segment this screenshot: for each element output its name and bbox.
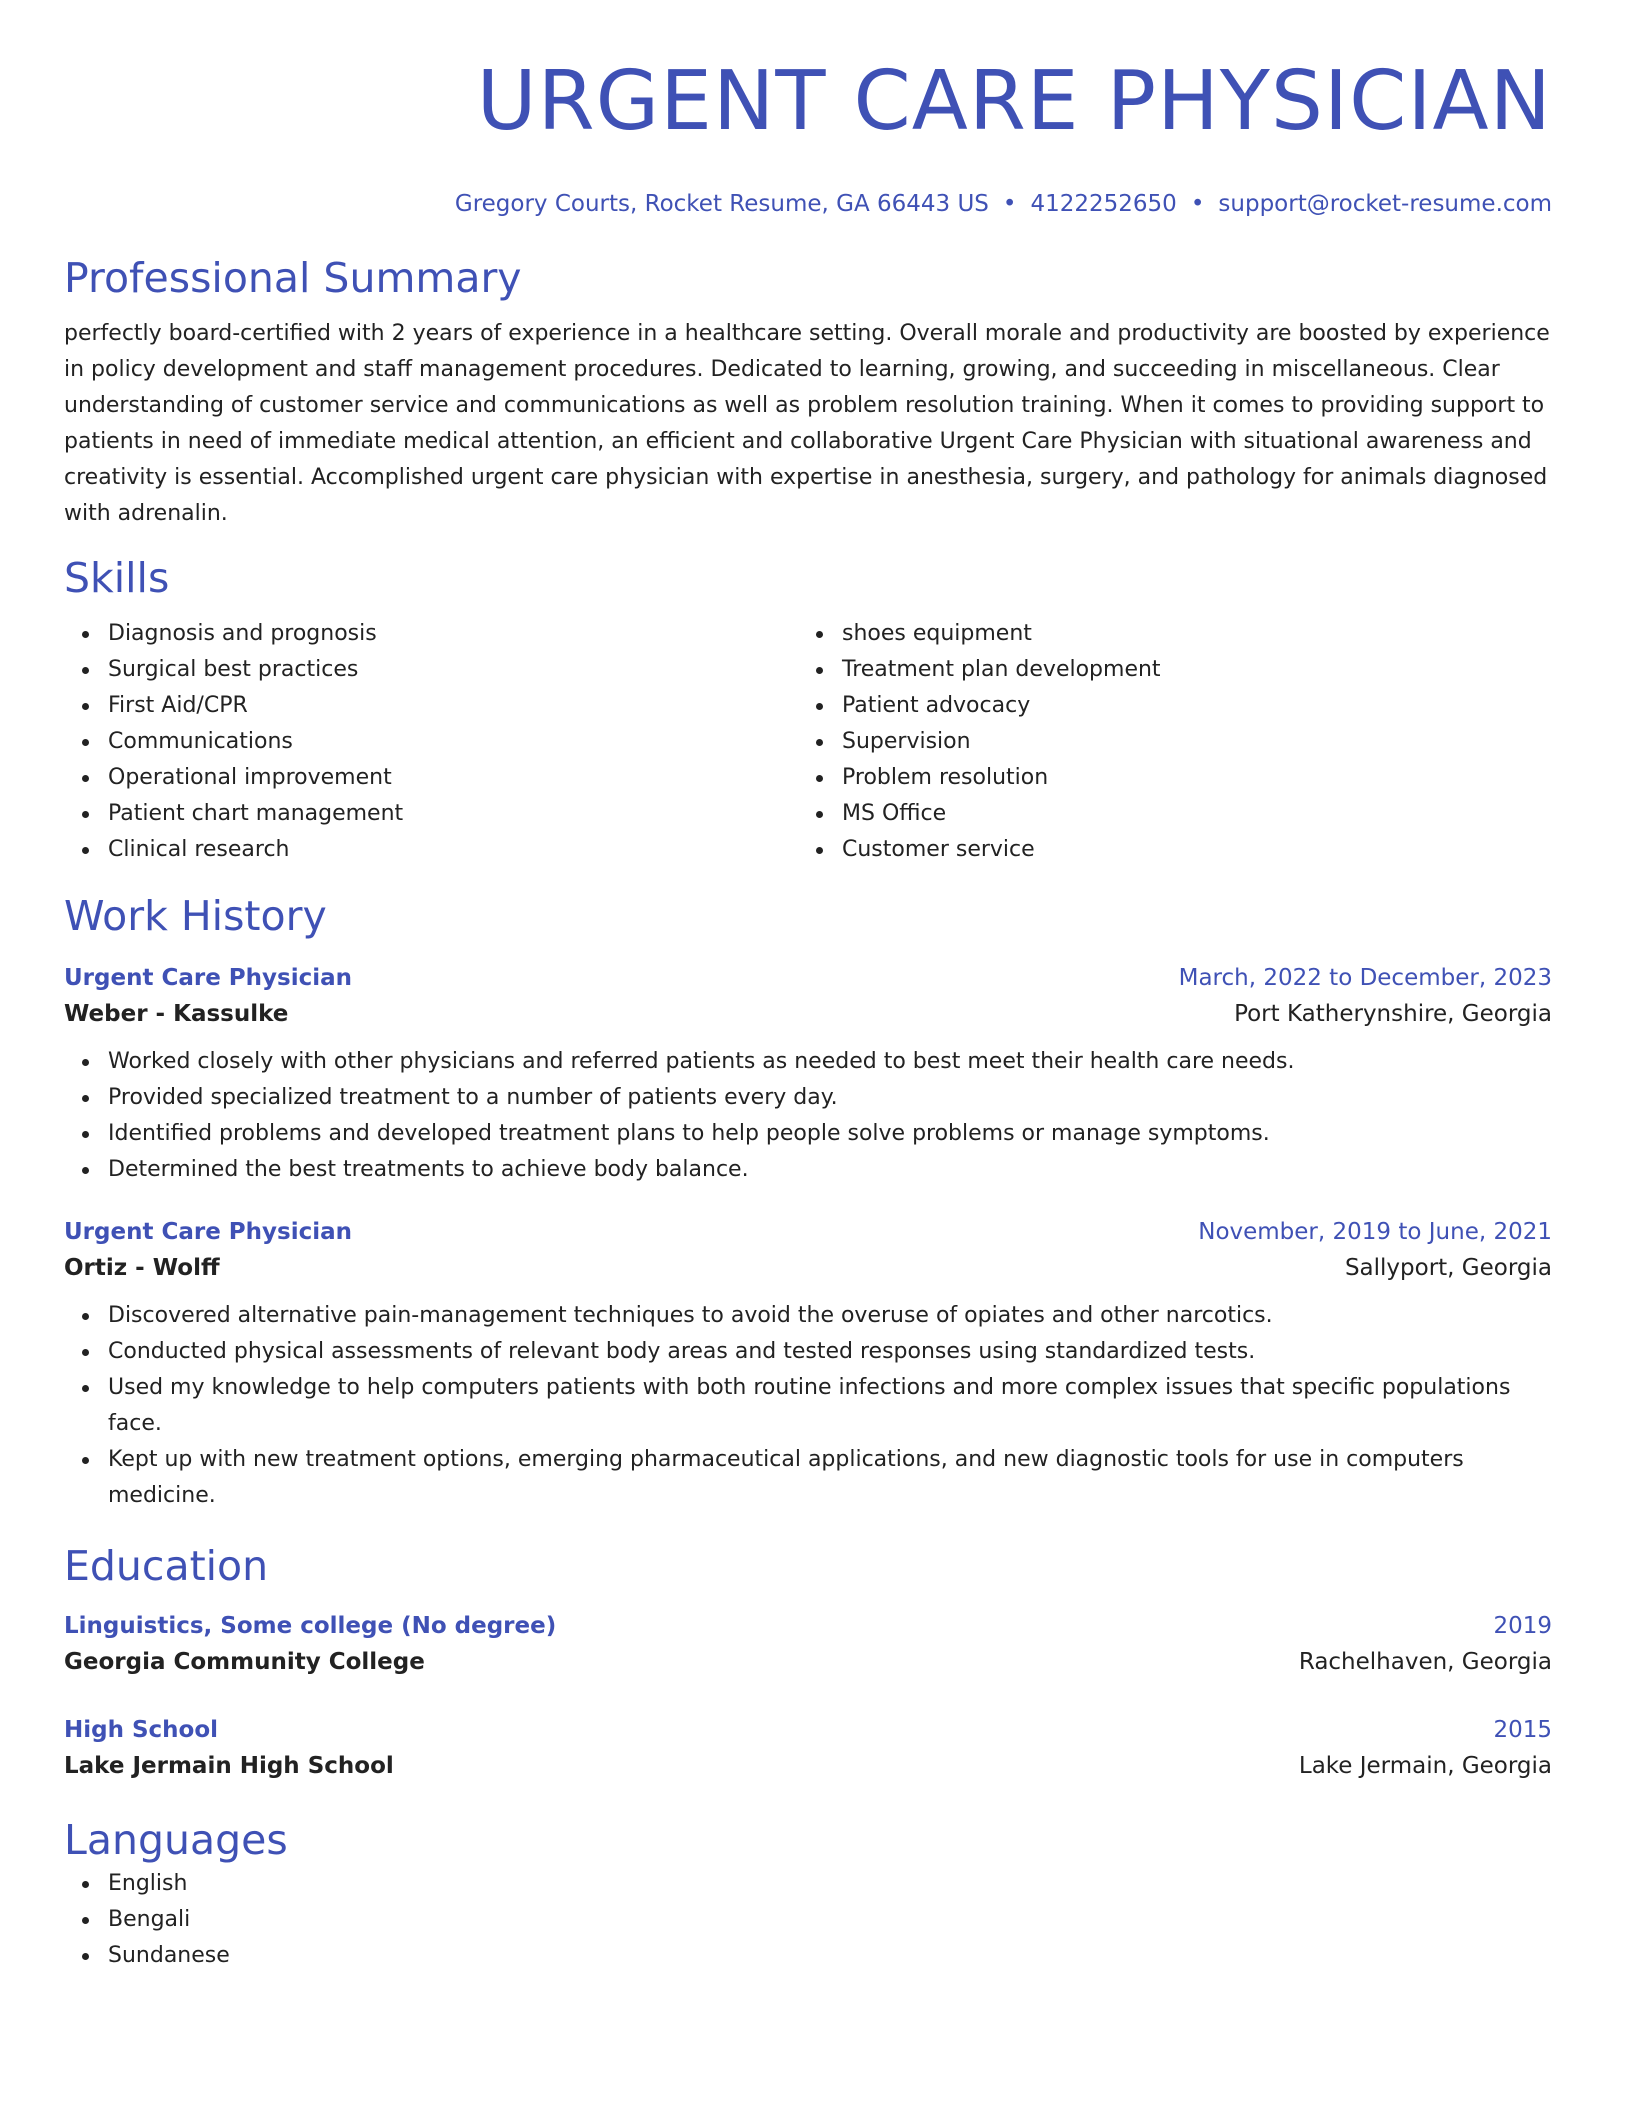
skill-item: Customer service: [842, 832, 1532, 868]
skill-item: Supervision: [842, 724, 1532, 760]
skill-item: Treatment plan development: [842, 652, 1532, 688]
skill-item: Surgical best practices: [108, 652, 798, 688]
skills-heading: Skills: [64, 554, 170, 602]
education-entry: [64, 1712, 1552, 1784]
contact-separator: •: [1190, 191, 1205, 217]
contact-address: Gregory Courts, Rocket Resume, GA 66443 US: [454, 191, 989, 217]
job-entry: [64, 960, 1552, 1188]
job-company: Ortiz - Wolff: [64, 1255, 220, 1281]
job-dates: March, 2022 to December, 2023: [1178, 965, 1552, 991]
education-degree: Linguistics, Some college (No degree): [64, 1613, 557, 1639]
language-item: Sundanese: [108, 1938, 1552, 1974]
education-school: Georgia Community College: [64, 1649, 425, 1675]
education-degree: High School: [64, 1717, 219, 1743]
job-duty: Provided specialized treatment to a number of patients every day.: [108, 1080, 1552, 1116]
contact-separator: •: [1002, 191, 1017, 217]
skill-item: shoes equipment: [842, 616, 1532, 652]
education-year: 2019: [1493, 1613, 1552, 1639]
skills-list: [64, 616, 1552, 868]
contact-line: [64, 188, 1552, 220]
contact-phone: 4122252650: [1030, 191, 1177, 217]
job-duties: [64, 1298, 1552, 1514]
job-duty: Identified problems and developed treatment plans to help people solve problems or manage symptoms.: [108, 1116, 1552, 1152]
summary-text: perfectly board-certified with 2 years of experience in a healthcare setting. Overall morale and productivity are boosted by experience in policy development and staff management procedures. Dedicated to learning, growing, and succeeding in miscellaneous. Clear understanding of customer service and communications as well as problem resolution training. When it comes to providing support to patients in need of immediate medical attention, an efficient and collaborative Urgent Care Physician with situational awareness and creativity is essential. Accomplished urgent care physician with expertise in anesthesia, surgery, and pathology for animals diagnosed with adrenalin.: [64, 321, 1550, 526]
job-duties: [64, 1044, 1552, 1188]
job-company: Weber - Kassulke: [64, 1001, 289, 1027]
skill-item: Problem resolution: [842, 760, 1532, 796]
language-item: English: [108, 1866, 1552, 1902]
job-title: Urgent Care Physician: [64, 965, 353, 991]
work-history-heading: Work History: [64, 892, 327, 940]
education-location: Lake Jermain, Georgia: [1298, 1753, 1552, 1779]
education-heading: Education: [64, 1542, 269, 1590]
skill-item: Operational improvement: [108, 760, 798, 796]
job-duty: Kept up with new treatment options, emerging pharmaceutical applications, and new diagnostic tools for use in computers medicine.: [108, 1442, 1552, 1514]
skill-item: Communications: [108, 724, 798, 760]
education-school: Lake Jermain High School: [64, 1753, 394, 1779]
contact-email: support@rocket-resume.com: [1218, 191, 1552, 217]
languages-list: [64, 1866, 1552, 1974]
job-duty: Worked closely with other physicians and referred patients as needed to best meet their health care needs.: [108, 1044, 1552, 1080]
skill-item: Clinical research: [108, 832, 798, 868]
job-duty: Conducted physical assessments of relevant body areas and tested responses using standardized tests.: [108, 1334, 1552, 1370]
skill-item: First Aid/CPR: [108, 688, 798, 724]
education-location: Rachelhaven, Georgia: [1298, 1649, 1552, 1675]
job-dates: November, 2019 to June, 2021: [1198, 1219, 1552, 1245]
job-location: Port Katherynshire, Georgia: [1234, 1001, 1552, 1027]
education-year: 2015: [1493, 1717, 1552, 1743]
job-location: Sallyport, Georgia: [1344, 1255, 1552, 1281]
skills-column-left: [64, 616, 798, 868]
education-entry: [64, 1608, 1552, 1680]
skill-item: Diagnosis and prognosis: [108, 616, 798, 652]
language-item: Bengali: [108, 1902, 1552, 1938]
skills-column-right: [798, 616, 1532, 868]
summary-heading: Professional Summary: [64, 254, 522, 302]
skill-item: Patient chart management: [108, 796, 798, 832]
candidate-name: URGENT CARE PHYSICIAN: [476, 54, 1552, 149]
job-duty: Discovered alternative pain-management techniques to avoid the overuse of opiates and other narcotics.: [108, 1298, 1552, 1334]
job-duty: Used my knowledge to help computers patients with both routine infections and more complex issues that specific populations face.: [108, 1370, 1552, 1442]
job-duty: Determined the best treatments to achieve body balance.: [108, 1152, 1552, 1188]
languages-heading: Languages: [64, 1816, 288, 1864]
skill-item: Patient advocacy: [842, 688, 1532, 724]
job-title: Urgent Care Physician: [64, 1219, 353, 1245]
skill-item: MS Office: [842, 796, 1532, 832]
job-entry: [64, 1214, 1552, 1514]
